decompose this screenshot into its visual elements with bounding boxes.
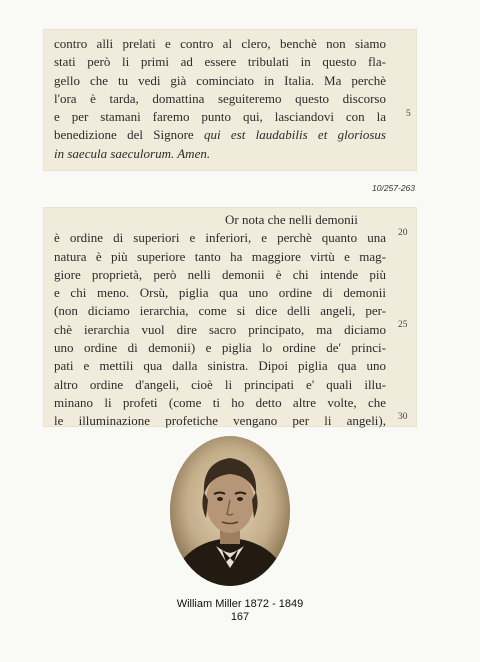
text-line: chè ierarchia vuol dire sacro principato, ma diciamo [54,321,386,337]
line-number: 25 [398,320,408,330]
text-line: contro alli prelati e contro al clero, benchè non siamo [54,36,386,51]
text-line: altro ordine d'angeli, cioè li principati e' quali illu- [54,376,386,392]
text-line: in saecula saeculorum. Amen. [54,145,211,161]
portrait-caption: William Miller 1872 - 1849 [176,598,304,610]
text-line: (non diciamo ierarchia, come si dice delli angeli, per- [54,303,386,319]
text-line: benedizione del Signore qui est laudabilis et gloriosus [54,127,386,143]
reference-label: 10/257-263 [372,183,416,193]
text-line: è ordine di superiori e inferiori, e perchè quanto una [54,230,386,246]
line-number: 5 [406,109,411,119]
text-line: l'ora è tarda, domattina seguiteremo questo discorso [54,90,386,106]
text-line: pati e mettili qua dalla sinistra. Dipoi piglia qua uno [54,358,386,374]
text-line: gello che tu vedi già cominciato in Italia. Ma perchè [54,72,386,88]
line-number: 30 [398,412,408,422]
text-line: giore proprietà, però nelli demonii è chi intende più [54,266,386,282]
portrait-engraving [170,436,290,586]
text-line: natura è più superiore tanto ha maggiore virtù e mag- [54,248,386,264]
text-line: e chi meno. Orsù, piglia qua uno ordine di demonii [54,285,386,301]
page-number: 167 [230,611,250,623]
line-number: 20 [398,228,408,238]
text-line: e per stamani faremo punto qui, lasciandovi con la [54,109,386,125]
text-line: stati però li primi ad essere tribulati in questo fla- [54,54,386,70]
top-paragraph [54,35,386,163]
text-line: minano li profeti (come ti ho detto altre volte, che [54,394,386,410]
middle-paragraph [54,211,386,431]
text-line: le illuminazione profetiche vengano per li angeli), [54,413,386,429]
text-line: Or nota che nelli demonii [225,212,358,227]
text-line: uno ordine di demonii) e piglia lo ordine de' princi- [54,340,386,356]
portrait-image [170,436,290,586]
